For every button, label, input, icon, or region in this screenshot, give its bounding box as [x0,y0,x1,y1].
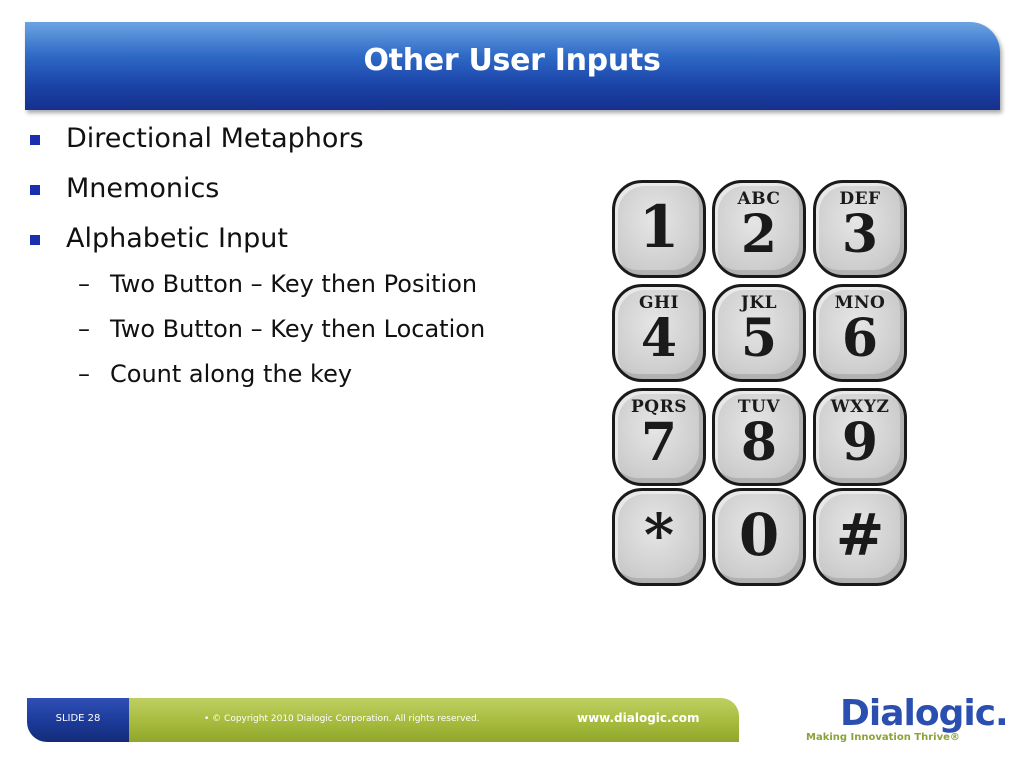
bullet-square-icon [30,135,40,145]
sub-bullet-item [78,356,485,401]
keypad-key-9 [813,388,907,486]
key-letters: ABC [737,189,781,209]
bullet-list [28,120,364,270]
key-letters: TUV [737,397,781,417]
website-link: www.dialogic.com [577,711,700,725]
key-digit: 4 [640,308,678,369]
key-letters: DEF [839,189,881,209]
sub-bullet-text: Two Button – Key then Location [110,315,486,343]
key-letters: JKL [740,293,778,313]
slide-number: SLIDE 28 [55,713,101,724]
bullet-text: Directional Metaphors [66,123,364,154]
key-digit: * [643,501,675,569]
copyright-text: • © Copyright 2010 Dialogic Corporation. All rights reserved. [204,714,480,724]
keypad-key-6 [813,284,907,382]
key-letters: MNO [834,293,886,313]
logo-wordmark: Dialogic. [840,693,1008,734]
bullet-item [28,220,364,270]
dash-bullet-icon: – [78,360,90,388]
key-digit: # [835,501,885,569]
keypad-key-5 [712,284,806,382]
bullet-text: Alphabetic Input [66,223,288,254]
keypad-key-7 [612,388,706,486]
sub-bullet-text: Count along the key [110,360,353,388]
footer-slide-number-box [27,698,129,742]
dash-bullet-icon: – [78,270,90,298]
bullet-text: Mnemonics [66,173,220,204]
keypad-key-8 [712,388,806,486]
footer-bar [129,698,739,742]
keypad-key-4 [612,284,706,382]
key-digit: 7 [640,412,678,473]
sub-bullet-list [78,266,485,401]
bullet-square-icon [30,185,40,195]
bullet-item [28,120,364,170]
key-digit: 1 [638,193,680,261]
keypad-key-3 [813,180,907,278]
sub-bullet-item [78,266,485,311]
sub-bullet-item [78,311,485,356]
keypad-key-hash [813,488,907,586]
key-digit: 3 [841,204,879,265]
key-digit: 8 [740,412,778,473]
key-digit: 6 [841,308,879,369]
sub-bullet-text: Two Button – Key then Position [110,270,478,298]
logo-tagline: Making Innovation Thrive® [806,732,960,743]
key-digit: 2 [740,204,778,265]
bullet-item [28,170,364,220]
keypad-key-1 [612,180,706,278]
phone-keypad-image [610,178,910,588]
keypad-key-0 [712,488,806,586]
dash-bullet-icon: – [78,315,90,343]
key-digit: 5 [740,308,778,369]
key-digit: 9 [841,412,879,473]
key-letters: PQRS [631,397,687,417]
dialogic-logo [804,693,1008,744]
key-digit: 0 [738,501,780,569]
slide-title: Other User Inputs [363,43,661,78]
keypad-key-2 [712,180,806,278]
key-letters: GHI [638,293,680,313]
keypad-key-star [612,488,706,586]
key-letters: WXYZ [830,397,890,417]
bullet-square-icon [30,235,40,245]
